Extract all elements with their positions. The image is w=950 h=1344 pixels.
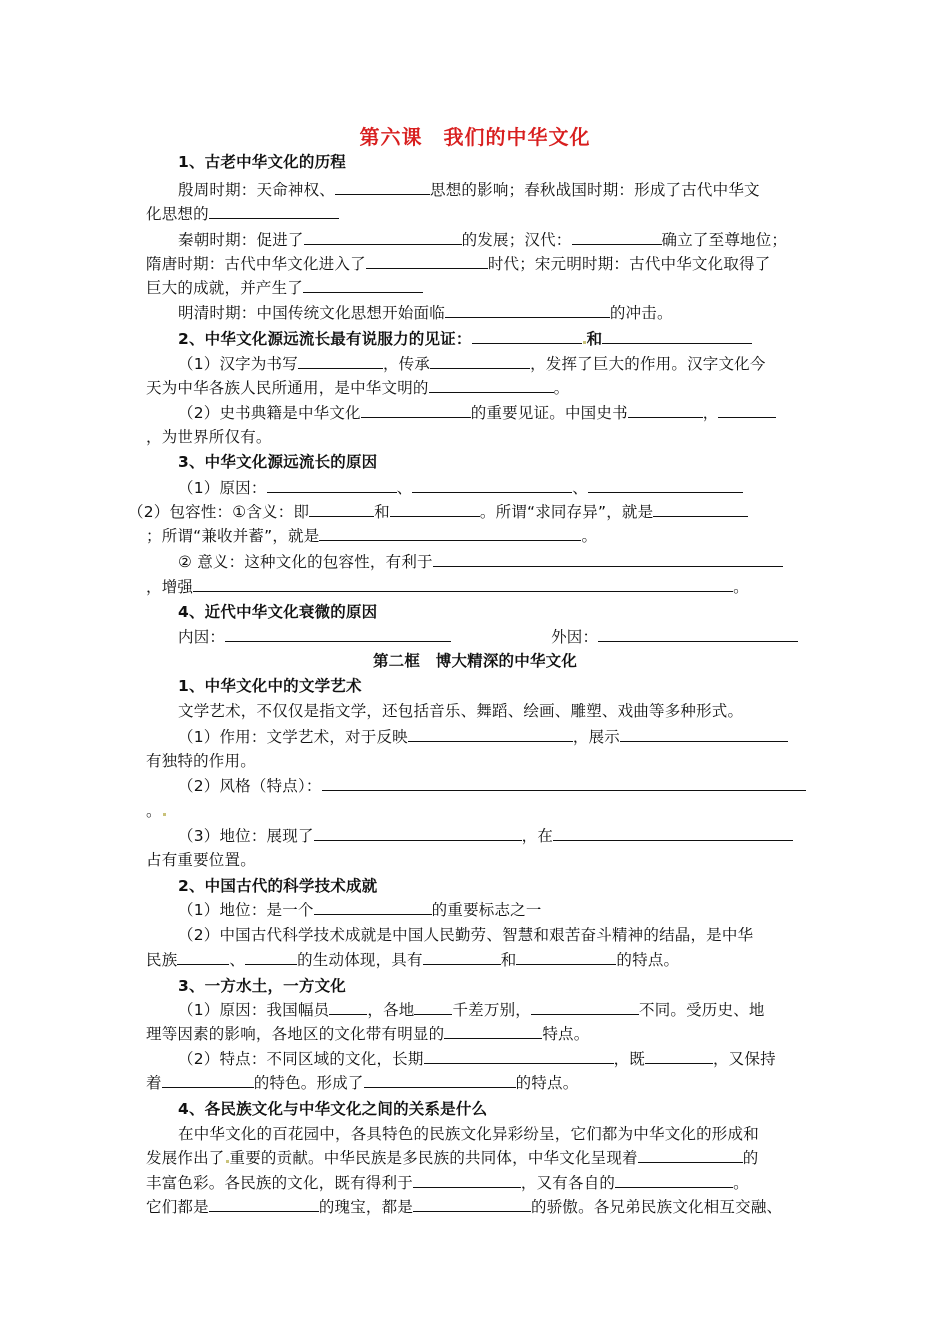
text-line: （2）中国古代科学技术成就是中国人民勤劳、智慧和艰苦奋斗精神的结晶，是中华	[178, 926, 754, 944]
text-line: 巨大的成就，并产生了	[146, 278, 423, 298]
text-line: 占有重要位置。	[146, 851, 256, 869]
text-line: ；所谓“兼收并蓄”，就是 。	[146, 527, 598, 545]
text-line: 化思想的	[146, 204, 339, 224]
text-line: 明清时期：中国传统文化思想开始面临 的冲击。	[178, 304, 673, 322]
text-line: 发展作出了 重要的贡献。中华民族是多民族的共同体，中华文化呈现着 的	[146, 1149, 759, 1167]
text-line: （1）地位：是一个 的重要标志之一	[178, 901, 542, 919]
text-line: ，增强 。	[146, 578, 749, 596]
section-heading: 4、近代中华文化衰微的原因	[178, 603, 378, 621]
text-line: 民族 、 的生动体现，具有 和 的特点。	[146, 951, 680, 969]
text-line: （3）地位：展现了 ，在	[178, 826, 793, 846]
text-line: （1）原因：我国幅员 ，各地 千差万别， 不同。受历史、地	[178, 1001, 765, 1019]
text-line: 天为中华各族人民所通用，是中华文明的 。	[146, 379, 570, 397]
section-heading: 3、一方水土，一方文化	[178, 977, 346, 995]
text-line: （1）原因： 、 、	[178, 478, 743, 498]
section-heading: 4、各民族文化与中华文化之间的关系是什么	[178, 1100, 488, 1118]
text-line: 隋唐时期：古代中华文化进入了 时代；宋元明时期：古代中华文化取得了	[146, 255, 771, 273]
text-line: 有独特的作用。	[146, 752, 256, 770]
text-line: （1）汉字为书写 ，传承 ，发挥了巨大的作用。汉字文化今	[178, 355, 766, 373]
text-line: 。	[146, 801, 167, 821]
page-title: 第六课 我们的中华文化	[359, 125, 591, 149]
subsection-title: 第二框 博大精深的中华文化	[372, 652, 578, 670]
text-line: 它们都是 的瑰宝，都是 的骄傲。各兄弟民族文化相互交融、	[146, 1198, 783, 1216]
text-line: 内因： 外因：	[178, 627, 798, 647]
text-line: 理等因素的影响，各地区的文化带有明显的 特点。	[146, 1025, 590, 1043]
text-line: （2）特点：不同区域的文化，长期 ，既 ，又保持	[178, 1050, 776, 1068]
text-line: 秦朝时期：促进了 的发展；汉代： 确立了至尊地位；	[178, 231, 788, 249]
text-line: ② 意义：这种文化的包容性，有利于	[178, 552, 783, 572]
section-heading: 3、中华文化源远流长的原因	[178, 453, 378, 471]
text-line: ，为世界所仅有。	[146, 428, 272, 446]
text-line: （2）风格（特点）：	[178, 776, 806, 796]
text-line: 在中华文化的百花园中，各具特色的民族文化异彩纷呈，它们都为中华文化的形成和	[178, 1125, 759, 1143]
section-heading: 1、古老中华文化的历程	[178, 153, 346, 171]
text-line: （2）包容性：①含义：即 和 。所谓“求同存异”，就是	[128, 502, 748, 522]
text-line: （2）史书典籍是中华文化 的重要见证。中国史书 ，	[178, 403, 776, 423]
text-line: 丰富色彩。各民族的文化，既有得利于 ，又有各自的 。	[146, 1174, 749, 1192]
text-line: 殷周时期：天命神权、 思想的影响；春秋战国时期：形成了古代中华文	[178, 181, 760, 199]
text-line: （1）作用：文学艺术，对于反映 ，展示	[178, 727, 788, 747]
section-heading: 2、中国古代的科学技术成就	[178, 877, 378, 895]
text-line: 文学艺术，不仅仅是指文学，还包括音乐、舞蹈、绘画、雕塑、戏曲等多种形式。	[178, 702, 744, 720]
section-heading: 2、中华文化源远流长最有说服力的见证： 和	[178, 329, 752, 349]
section-heading: 1、中华文化中的文学艺术	[178, 677, 362, 695]
text-line: 着 的特色。形成了 的特点。	[146, 1074, 579, 1092]
